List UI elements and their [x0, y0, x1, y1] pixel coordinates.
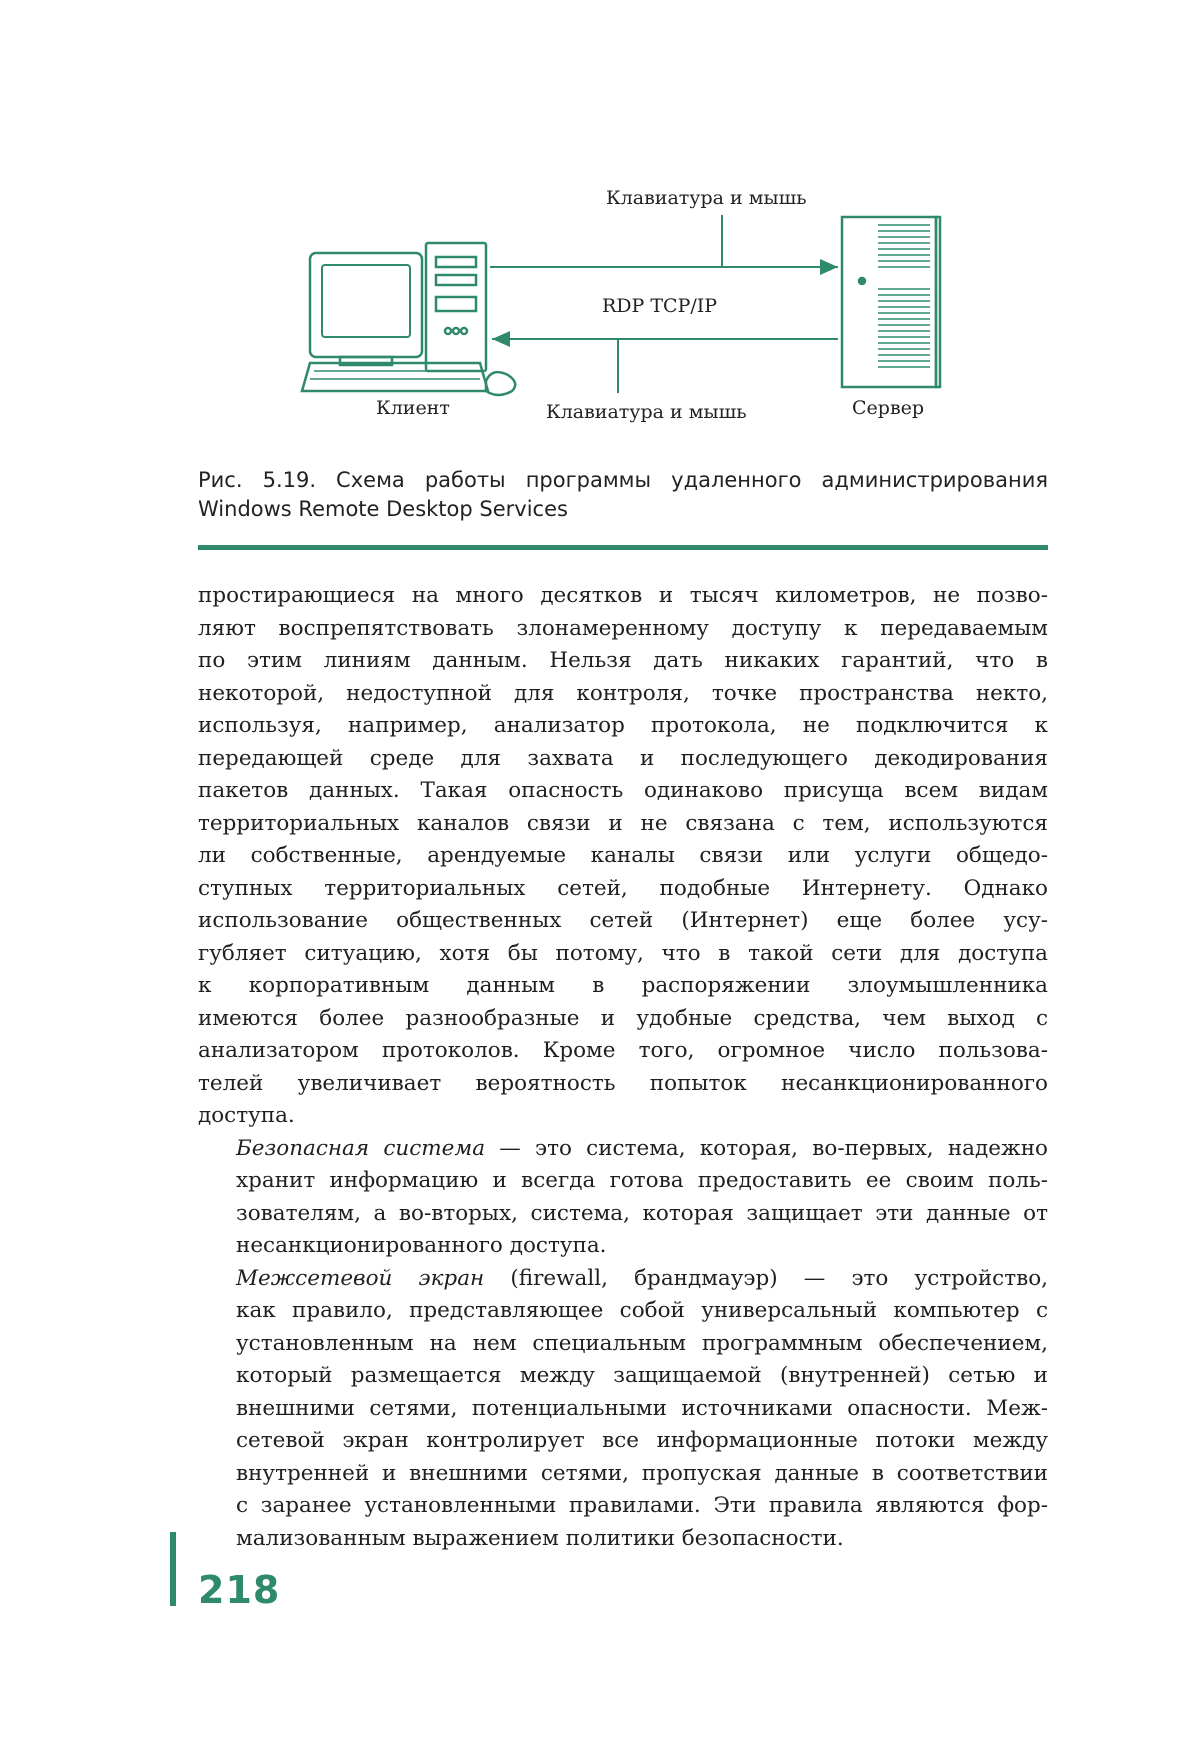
text-line: внешними сетями, потенциальными источниками опасности. Меж- [236, 1395, 1048, 1421]
text-line: анализатором протоколов. Кроме того, огромное число пользова- [198, 1038, 1048, 1063]
text-line: телей увеличивает вероятность попыток несанкционированного [198, 1070, 1048, 1096]
text-line: внутренней и внешними сетями, пропуская данные в соответствии [236, 1460, 1048, 1486]
label-keyboard-mouse-top: Клавиатура и мышь [606, 187, 807, 209]
figure-caption: Рис. 5.19. Схема работы программы удаленного администрирования Windows Remote Desktop Services [198, 468, 1048, 521]
text-line: к корпоративным данным в распоряжении злоумышленника [198, 973, 1048, 998]
text-line: имеются более разнообразные и удобные средства, чем выход с [198, 1005, 1048, 1031]
text-line: ляют воспрепятствовать злонамеренному доступу к передаваемым [198, 615, 1048, 641]
text-line: сетевой экран контролирует все информационные потоки между [236, 1428, 1048, 1453]
label-rdp-tcp-ip: RDP TCP/IP [602, 295, 718, 317]
text-line: губляет ситуацию, хотя бы потому, что в такой сети для доступа [198, 940, 1048, 966]
text-line: хранит информацию и всегда готова предоставить ее своим поль- [236, 1168, 1048, 1193]
text-line: простирающиеся на много десятков и тысяч километров, не позво- [198, 583, 1048, 608]
text-line: установленным на нем специальным программным обеспечением, [236, 1330, 1048, 1356]
text-line: который размещается между защищаемой (внутренней) сетью и [236, 1363, 1048, 1388]
text-line: по этим линиям данным. Нельзя дать никаких гарантий, что в [198, 648, 1048, 673]
text-line: некоторой, недоступной для контроля, точке пространства некто, [198, 680, 1048, 706]
paragraph-3 [198, 1263, 1048, 1556]
client-computer-icon [302, 243, 515, 395]
label-client: Клиент [376, 397, 450, 419]
text-line: ли собственные, арендуемые каналы связи или услуги общедо- [198, 843, 1048, 868]
text-line: использование общественных сетей (Интернет) еще более усу- [198, 908, 1048, 933]
text-line: как правило, представляющее собой универсальный компьютер с [236, 1298, 1048, 1323]
rdp-diagram-svg [0, 195, 1200, 435]
text-line: используя, например, анализатор протокола, не подключится к [198, 713, 1048, 738]
defined-term: Безопасная система [236, 1135, 486, 1161]
text-line: несанкционированного доступа. [236, 1233, 607, 1258]
page-number-bar [170, 1532, 176, 1606]
text-line: Межсетевой экран (firewall, брандмауэр) — это устройство, [236, 1265, 1048, 1291]
text-line: передающей среде для захвата и последующего декодирования [198, 745, 1048, 771]
text-line: зователям, а во-вторых, система, которая защищает эти данные от [236, 1200, 1048, 1226]
server-icon [842, 217, 940, 387]
label-keyboard-mouse-bottom: Клавиатура и мышь [546, 401, 747, 423]
defined-term: Межсетевой экран [236, 1265, 485, 1291]
label-server: Сервер [852, 397, 925, 419]
caption-divider [198, 545, 1048, 550]
page-number: 218 [198, 1568, 281, 1612]
text-line: с заранее установленными правилами. Эти правила являются фор- [236, 1493, 1048, 1518]
text-line: пакетов данных. Такая опасность одинаково присуща всем видам [198, 778, 1048, 803]
text-line: ступных территориальных сетей, подобные Интернету. Однако [198, 875, 1048, 901]
text-line: доступа. [198, 1103, 295, 1128]
text-line: мализованным выражением политики безопасности. [236, 1525, 844, 1551]
paragraph-2 [198, 1133, 1048, 1263]
text-line: территориальных каналов связи и не связана с тем, используются [198, 810, 1048, 836]
body-text [198, 580, 1048, 1555]
rdp-diagram [0, 187, 1200, 435]
paragraph-1 [198, 580, 1048, 1133]
text-line: Безопасная система — это система, которая, во-первых, надежно [236, 1135, 1048, 1161]
